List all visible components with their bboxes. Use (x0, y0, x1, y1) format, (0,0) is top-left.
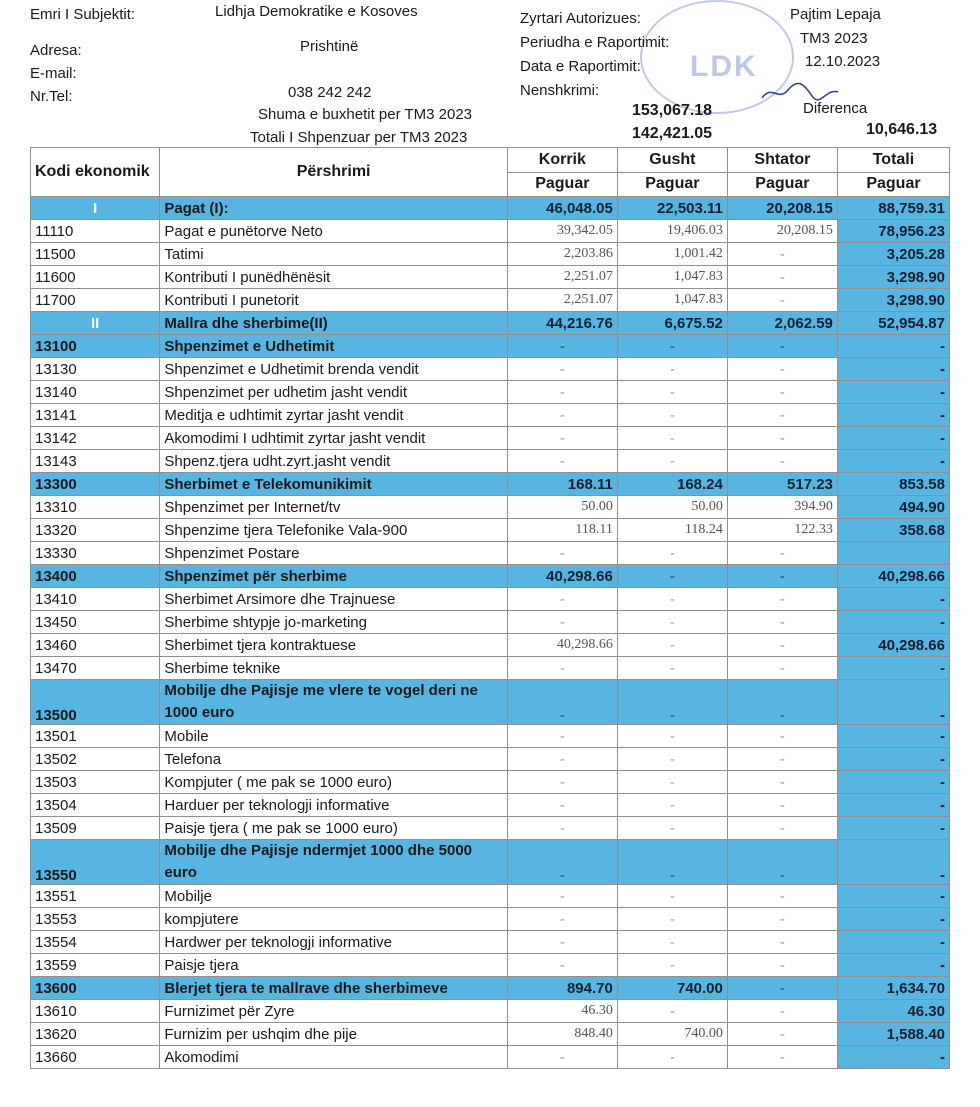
shtator-cell: - (727, 1046, 837, 1069)
desc-cell: Shpenzimet e Udhetimit brenda vendit (160, 358, 507, 381)
total-cell: - (837, 817, 949, 840)
korrik-cell: - (507, 840, 617, 885)
code-cell: I (31, 197, 160, 220)
total-cell: 3,298.90 (837, 289, 949, 312)
korrik-cell: 168.11 (507, 473, 617, 496)
subject-label: Emri I Subjektit: (30, 6, 136, 23)
gusht-cell: - (617, 1046, 727, 1069)
table-row (31, 381, 950, 404)
code-cell: 13620 (31, 1023, 160, 1046)
gusht-cell: - (617, 588, 727, 611)
korrik-cell: - (507, 450, 617, 473)
code-cell: 13554 (31, 931, 160, 954)
table-body (31, 197, 950, 1069)
gusht-cell: - (617, 908, 727, 931)
code-cell: 13470 (31, 657, 160, 680)
shtator-cell: - (727, 748, 837, 771)
budget-label: Shuma e buxhetit per TM3 2023 (258, 106, 473, 123)
table-row (31, 817, 950, 840)
table-header-months (31, 148, 950, 173)
shtator-cell: - (727, 404, 837, 427)
shtator-cell: - (727, 358, 837, 381)
phone-value: 038 242 242 (288, 84, 372, 101)
gusht-cell: 740.00 (617, 1023, 727, 1046)
official-value: Pajtim Lepaja (790, 6, 881, 23)
total-cell: 52,954.87 (837, 312, 949, 335)
official-label: Zyrtari Autorizues: (520, 10, 641, 27)
table-row (31, 220, 950, 243)
korrik-cell: 2,251.07 (507, 266, 617, 289)
shtator-cell: - (727, 657, 837, 680)
korrik-cell: - (507, 588, 617, 611)
table-row (31, 748, 950, 771)
table-row (31, 427, 950, 450)
shtator-cell: - (727, 771, 837, 794)
total-cell: - (837, 588, 949, 611)
code-cell: 13100 (31, 335, 160, 358)
total-cell: - (837, 725, 949, 748)
total-cell (837, 542, 949, 565)
desc-cell: Akomodimi (160, 1046, 507, 1069)
shtator-cell: - (727, 977, 837, 1000)
desc-cell: Kompjuter ( me pak se 1000 euro) (160, 771, 507, 794)
code-cell: II (31, 312, 160, 335)
shtator-cell: - (727, 335, 837, 358)
shtator-cell: - (727, 908, 837, 931)
shtator-cell: - (727, 289, 837, 312)
code-cell: 13310 (31, 496, 160, 519)
shtator-cell: - (727, 931, 837, 954)
desc-cell: Tatimi (160, 243, 507, 266)
table-row (31, 1046, 950, 1069)
gusht-cell: - (617, 611, 727, 634)
code-cell: 13460 (31, 634, 160, 657)
korrik-cell: - (507, 657, 617, 680)
code-cell: 13610 (31, 1000, 160, 1023)
col-code-header: Kodi ekonomik (31, 148, 160, 197)
shtator-cell: - (727, 542, 837, 565)
korrik-cell: 44,216.76 (507, 312, 617, 335)
total-cell: - (837, 427, 949, 450)
desc-cell: Sherbimet e Telekomunikimit (160, 473, 507, 496)
total-cell: - (837, 954, 949, 977)
desc-cell: kompjutere (160, 908, 507, 931)
section-row (31, 565, 950, 588)
gusht-cell: - (617, 427, 727, 450)
code-cell: 11600 (31, 266, 160, 289)
korrik-cell: 848.40 (507, 1023, 617, 1046)
total-cell: - (837, 404, 949, 427)
desc-cell: Furnizim per ushqim dhe pije (160, 1023, 507, 1046)
gusht-cell: - (617, 542, 727, 565)
gusht-cell: - (617, 657, 727, 680)
shtator-cell: 2,062.59 (727, 312, 837, 335)
desc-cell: Blerjet tjera te mallrave dhe sherbimeve (160, 977, 507, 1000)
code-cell: 13503 (31, 771, 160, 794)
korrik-cell: 40,298.66 (507, 634, 617, 657)
korrik-cell: - (507, 1046, 617, 1069)
desc-cell: Paisje tjera (160, 954, 507, 977)
date-value: 12.10.2023 (805, 53, 881, 70)
total-cell: - (837, 794, 949, 817)
gusht-cell: - (617, 335, 727, 358)
code-cell: 13551 (31, 885, 160, 908)
desc-cell: Hardwer per teknologji informative (160, 931, 507, 954)
total-cell: 3,205.28 (837, 243, 949, 266)
shtator-cell: - (727, 634, 837, 657)
shtator-cell: - (727, 885, 837, 908)
korrik-cell: 50.00 (507, 496, 617, 519)
desc-cell: Telefona (160, 748, 507, 771)
table-row (31, 634, 950, 657)
gusht-cell: - (617, 931, 727, 954)
col-m2-paid: Paguar (617, 172, 727, 197)
shtator-cell: - (727, 725, 837, 748)
gusht-cell: 6,675.52 (617, 312, 727, 335)
table-row (31, 404, 950, 427)
address-label: Adresa: (30, 42, 82, 59)
total-cell: - (837, 885, 949, 908)
desc-cell: Sherbimet Arsimore dhe Trajnuese (160, 588, 507, 611)
korrik-cell: - (507, 404, 617, 427)
total-cell: - (837, 748, 949, 771)
phone-label: Nr.Tel: (30, 88, 73, 105)
korrik-cell: - (507, 931, 617, 954)
total-cell: - (837, 450, 949, 473)
gusht-cell: - (617, 748, 727, 771)
total-cell: 40,298.66 (837, 634, 949, 657)
desc-cell: Meditja e udhtimit zyrtar jasht vendit (160, 404, 507, 427)
korrik-cell: - (507, 794, 617, 817)
spent-value: 142,421.05 (632, 125, 713, 142)
table-row (31, 1000, 950, 1023)
total-cell: 358.68 (837, 519, 949, 542)
gusht-cell: - (617, 771, 727, 794)
table-row (31, 908, 950, 931)
desc-cell: Sherbimet tjera kontraktuese (160, 634, 507, 657)
table-row (31, 954, 950, 977)
total-cell: - (837, 1046, 949, 1069)
total-cell: 78,956.23 (837, 220, 949, 243)
diff-value: 10,646.13 (866, 121, 938, 138)
code-cell: 13140 (31, 381, 160, 404)
gusht-cell: 1,047.83 (617, 266, 727, 289)
total-cell: 853.58 (837, 473, 949, 496)
korrik-cell: - (507, 542, 617, 565)
shtator-cell: - (727, 817, 837, 840)
shtator-cell: - (727, 565, 837, 588)
shtator-cell: 20,208.15 (727, 197, 837, 220)
col-desc-header: Përshrimi (160, 148, 507, 197)
code-cell: 13550 (31, 840, 160, 885)
total-cell: - (837, 771, 949, 794)
table-row (31, 243, 950, 266)
korrik-cell: - (507, 358, 617, 381)
section-row (31, 473, 950, 496)
shtator-cell: - (727, 243, 837, 266)
col-m2-header: Gusht (617, 148, 727, 173)
diff-label: Diferenca (803, 100, 868, 117)
korrik-cell: - (507, 611, 617, 634)
code-cell: 13130 (31, 358, 160, 381)
total-cell: 3,298.90 (837, 266, 949, 289)
table-row (31, 885, 950, 908)
code-cell: 13559 (31, 954, 160, 977)
desc-cell: Akomodimi I udhtimit zyrtar jasht vendit (160, 427, 507, 450)
korrik-cell: - (507, 427, 617, 450)
table-row (31, 1023, 950, 1046)
korrik-cell: - (507, 817, 617, 840)
table-row (31, 657, 950, 680)
total-cell: - (837, 840, 949, 885)
korrik-cell: - (507, 954, 617, 977)
gusht-cell: 1,047.83 (617, 289, 727, 312)
budget-value: 153,067.18 (632, 102, 713, 119)
desc-cell: Kontributi I punetorit (160, 289, 507, 312)
desc-cell: Shpenz.tjera udht.zyrt.jasht vendit (160, 450, 507, 473)
desc-cell: Shpenzimet Postare (160, 542, 507, 565)
gusht-cell: - (617, 885, 727, 908)
code-cell: 13450 (31, 611, 160, 634)
section-row (31, 680, 950, 725)
desc-cell: Shpenzimet per udhetim jasht vendit (160, 381, 507, 404)
email-label: E-mail: (30, 65, 77, 82)
korrik-cell: - (507, 335, 617, 358)
gusht-cell: - (617, 404, 727, 427)
total-cell: - (837, 931, 949, 954)
code-cell: 11500 (31, 243, 160, 266)
desc-cell: Mobilje (160, 885, 507, 908)
code-cell: 13300 (31, 473, 160, 496)
total-cell: 40,298.66 (837, 565, 949, 588)
korrik-cell: 46.30 (507, 1000, 617, 1023)
shtator-cell: 20,208.15 (727, 220, 837, 243)
date-label: Data e Raportimit: (520, 58, 641, 75)
address-value: Prishtinë (300, 38, 359, 55)
table-row (31, 611, 950, 634)
desc-cell: Mallra dhe sherbime(II) (160, 312, 507, 335)
desc-cell: Furnizimet për Zyre (160, 1000, 507, 1023)
gusht-cell: 740.00 (617, 977, 727, 1000)
code-cell: 11700 (31, 289, 160, 312)
total-cell: - (837, 611, 949, 634)
stamp-logo: LDK (690, 50, 758, 83)
table-row (31, 725, 950, 748)
korrik-cell: 40,298.66 (507, 565, 617, 588)
total-cell: - (837, 680, 949, 725)
gusht-cell: - (617, 680, 727, 725)
korrik-cell: - (507, 885, 617, 908)
korrik-cell: - (507, 771, 617, 794)
gusht-cell: - (617, 381, 727, 404)
total-cell: 46.30 (837, 1000, 949, 1023)
total-cell: 88,759.31 (837, 197, 949, 220)
gusht-cell: - (617, 725, 727, 748)
code-cell: 13600 (31, 977, 160, 1000)
desc-cell: Mobilje dhe Pajisje ndermjet 1000 dhe 5000 euro (160, 840, 507, 885)
period-value: TM3 2023 (800, 30, 868, 47)
gusht-cell: - (617, 954, 727, 977)
desc-cell: Shpenzimet per Internet/tv (160, 496, 507, 519)
total-cell: - (837, 358, 949, 381)
desc-cell: Shpenzimet për sherbime (160, 565, 507, 588)
subject-value: Lidhja Demokratike e Kosoves (215, 3, 418, 20)
table-row (31, 289, 950, 312)
shtator-cell: - (727, 450, 837, 473)
section-row (31, 312, 950, 335)
desc-cell: Kontributi I punëdhënësit (160, 266, 507, 289)
gusht-cell: - (617, 565, 727, 588)
gusht-cell: - (617, 450, 727, 473)
total-cell: 1,634.70 (837, 977, 949, 1000)
gusht-cell: - (617, 794, 727, 817)
code-cell: 13504 (31, 794, 160, 817)
signature-label: Nenshkrimi: (520, 82, 600, 99)
shtator-cell: - (727, 794, 837, 817)
shtator-cell: - (727, 381, 837, 404)
korrik-cell: 46,048.05 (507, 197, 617, 220)
period-label: Periudha e Raportimit: (520, 34, 670, 51)
korrik-cell: 2,203.86 (507, 243, 617, 266)
shtator-cell: 517.23 (727, 473, 837, 496)
table-row (31, 496, 950, 519)
desc-cell: Sherbime shtypje jo-marketing (160, 611, 507, 634)
shtator-cell: - (727, 588, 837, 611)
total-cell: - (837, 381, 949, 404)
desc-cell: Sherbime teknike (160, 657, 507, 680)
table-row (31, 519, 950, 542)
gusht-cell: 50.00 (617, 496, 727, 519)
table-row (31, 450, 950, 473)
section-row (31, 840, 950, 885)
desc-cell: Shpenzime tjera Telefonike Vala-900 (160, 519, 507, 542)
gusht-cell: 118.24 (617, 519, 727, 542)
desc-cell: Mobilje dhe Pajisje me vlere te vogel deri ne 1000 euro (160, 680, 507, 725)
gusht-cell: - (617, 1000, 727, 1023)
gusht-cell: - (617, 840, 727, 885)
gusht-cell: - (617, 634, 727, 657)
code-cell: 13330 (31, 542, 160, 565)
table-row (31, 542, 950, 565)
section-row (31, 335, 950, 358)
desc-cell: Shpenzimet e Udhetimit (160, 335, 507, 358)
code-cell: 13500 (31, 680, 160, 725)
korrik-cell: - (507, 381, 617, 404)
section-row (31, 977, 950, 1000)
gusht-cell: - (617, 817, 727, 840)
code-cell: 13410 (31, 588, 160, 611)
col-total-header: Totali (837, 148, 949, 173)
code-cell: 13142 (31, 427, 160, 450)
code-cell: 13141 (31, 404, 160, 427)
shtator-cell: - (727, 840, 837, 885)
table-row (31, 931, 950, 954)
code-cell: 13501 (31, 725, 160, 748)
code-cell: 13509 (31, 817, 160, 840)
shtator-cell: 394.90 (727, 496, 837, 519)
desc-cell: Harduer per teknologji informative (160, 794, 507, 817)
korrik-cell: - (507, 908, 617, 931)
code-cell: 13320 (31, 519, 160, 542)
korrik-cell: - (507, 725, 617, 748)
section-row (31, 197, 950, 220)
total-cell: - (837, 335, 949, 358)
col-total-paid: Paguar (837, 172, 949, 197)
shtator-cell: - (727, 427, 837, 450)
table-row (31, 266, 950, 289)
korrik-cell: - (507, 748, 617, 771)
code-cell: 13143 (31, 450, 160, 473)
col-m3-header: Shtator (727, 148, 837, 173)
shtator-cell: - (727, 266, 837, 289)
korrik-cell: 39,342.05 (507, 220, 617, 243)
col-m3-paid: Paguar (727, 172, 837, 197)
gusht-cell: 19,406.03 (617, 220, 727, 243)
table-row (31, 588, 950, 611)
code-cell: 13553 (31, 908, 160, 931)
korrik-cell: - (507, 680, 617, 725)
gusht-cell: 168.24 (617, 473, 727, 496)
table-row (31, 771, 950, 794)
total-cell: - (837, 908, 949, 931)
desc-cell: Paisje tjera ( me pak se 1000 euro) (160, 817, 507, 840)
korrik-cell: 118.11 (507, 519, 617, 542)
spent-label: Totali I Shpenzuar per TM3 2023 (250, 129, 468, 146)
gusht-cell: 22,503.11 (617, 197, 727, 220)
code-cell: 13660 (31, 1046, 160, 1069)
table-row (31, 358, 950, 381)
shtator-cell: - (727, 954, 837, 977)
budget-table (30, 147, 950, 1069)
desc-cell: Pagat e punëtorve Neto (160, 220, 507, 243)
col-m1-paid: Paguar (507, 172, 617, 197)
total-cell: 1,588.40 (837, 1023, 949, 1046)
shtator-cell: 122.33 (727, 519, 837, 542)
desc-cell: Mobile (160, 725, 507, 748)
shtator-cell: - (727, 611, 837, 634)
korrik-cell: 894.70 (507, 977, 617, 1000)
desc-cell: Pagat (I): (160, 197, 507, 220)
code-cell: 13502 (31, 748, 160, 771)
col-m1-header: Korrik (507, 148, 617, 173)
shtator-cell: - (727, 1000, 837, 1023)
gusht-cell: 1,001.42 (617, 243, 727, 266)
code-cell: 13400 (31, 565, 160, 588)
total-cell: 494.90 (837, 496, 949, 519)
total-cell: - (837, 657, 949, 680)
code-cell: 11110 (31, 220, 160, 243)
shtator-cell: - (727, 1023, 837, 1046)
shtator-cell: - (727, 680, 837, 725)
table-row (31, 794, 950, 817)
gusht-cell: - (617, 358, 727, 381)
korrik-cell: 2,251.07 (507, 289, 617, 312)
